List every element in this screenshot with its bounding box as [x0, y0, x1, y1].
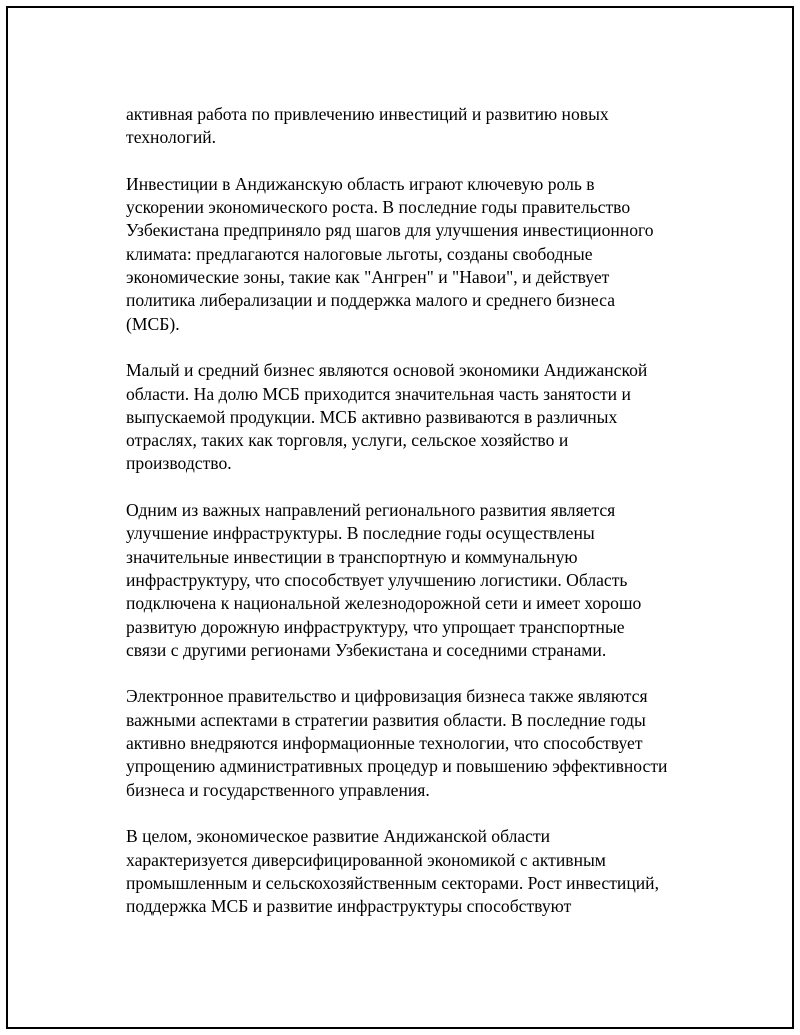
- paragraph: Электронное правительство и цифровизация бизнеса также являются важными аспектами в стратегии развития области. В последние годы активно внедряются информационные технологии, что способствует упрощению административных процедур и повышению эффективности бизнеса и государственного управления.: [126, 686, 668, 800]
- page-frame: [6, 6, 794, 1029]
- paragraph: активная работа по привлечению инвестиций и развитию новых технологий.: [126, 104, 609, 148]
- paragraph: В целом, экономическое развитие Андижанской области характеризуется диверсифицированной экономикой с активным промышленным и сельскохозяйственным секторами. Рост инвестиций, поддержка МСБ и развитие инфраструктуры способствуют: [126, 826, 659, 917]
- paragraph: Одним из важных направлений регионального развития является улучшение инфраструктуры. В последние годы осуществлены значительные инвестиции в транспортную и коммунальную инфраструктуру, что способствует улучшению логистики. Область подключена к национальной железнодорожной сети и имеет хорошо развитую дорожную инфраструктуру, что упрощает транспортные связи с другими регионами Узбекистана и соседними странами.: [126, 500, 642, 660]
- page-content: [126, 103, 711, 942]
- paragraph: Малый и средний бизнес являются основой экономики Андижанской области. На долю МСБ приходится значительная часть занятости и выпускаемой продукции. МСБ активно развиваются в различных отраслях, таких как торговля, услуги, сельское хозяйство и производство.: [126, 360, 648, 474]
- paragraph: Инвестиции в Андижанскую область играют ключевую роль в ускорении экономического роста. В последние годы правительство Узбекистана предприняло ряд шагов для улучшения инвестиционного климата: предлагаются налоговые льготы, созданы свободные экономические зоны, такие как "Ангрен" и "Навои", и действует политика либерализации и поддержка малого и среднего бизнеса (МСБ).: [126, 173, 654, 334]
